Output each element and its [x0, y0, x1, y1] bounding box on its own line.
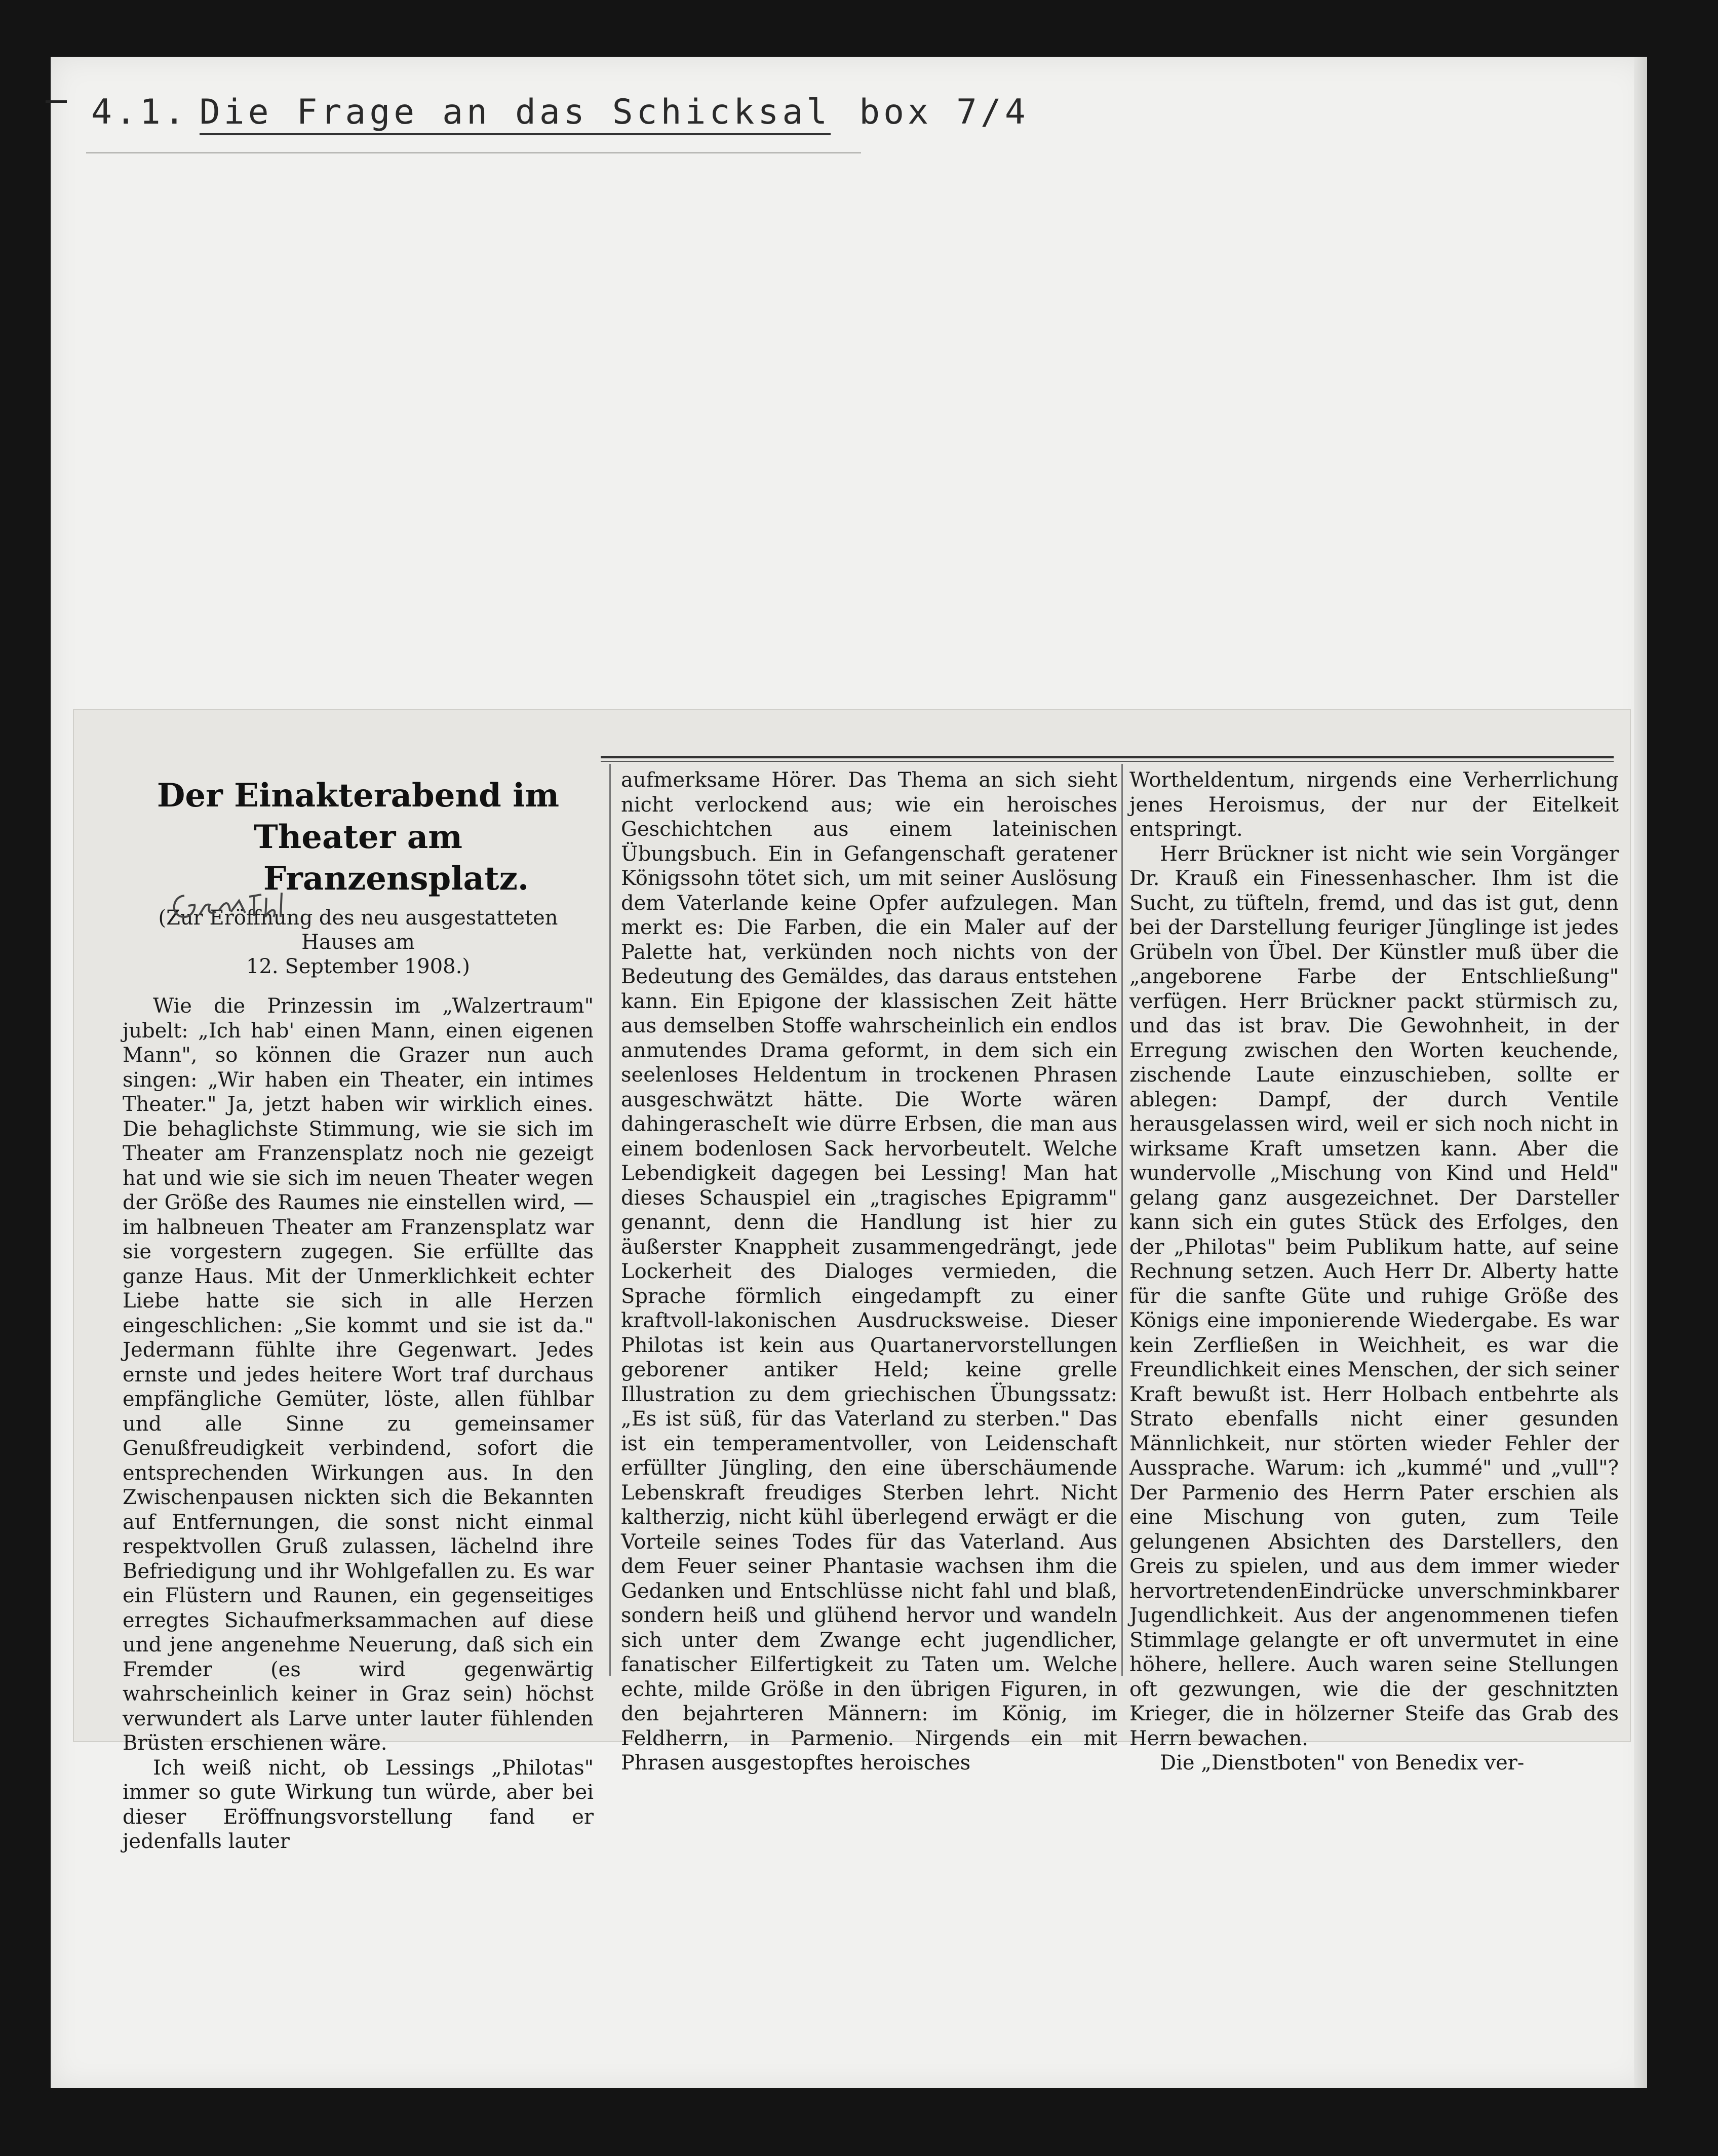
corner-mark [46, 100, 67, 103]
paragraph: Wie die Prinzessin im „Walzertraum" jubelt: „Ich hab' einen Mann, einen eigenen Mann", so können die Grazer nun auch singen: „Wir haben ein Theater, ein intimes Theater." Ja, jetzt haben wir wirklich eines. Die behaglichste Stimmung, wie sie sich im Theater am Franzensplatz noch nie gezeigt hat und wie sie sich im neuen Theater wegen der Größe des Raumes nie einstellen wird, — im halbneuen Theater am Franzensplatz war sie vorgestern zugegen. Sie erfüllte das ganze Haus. Mit der Unmerklichkeit echter Liebe hatte sie sich in alle Herzen eingeschlichen: „Sie kommt und sie ist da." Jedermann fühlte ihre Gegenwart. Jedes ernste und jedes heitere Wort traf durchaus empfängliche Gemüter, löste, allen fühlbar und alle Sinne zu gemeinsamer Genußfreudigkeit verbindend, sofort die entsprechenden Wirkungen aus. In den Zwischenpausen nickten sich die Bekannten auf Entfernungen, die sonst nicht einmal respektvollen Gruß zulassen, lächelnd ihre Befriedigung und ihr Wohlgefallen zu. Es war ein Flüstern und Raunen, ein gegenseitiges erregtes Sichaufmerksammachen auf diese und jene angenehme Neuerung, daß sich ein Fremder (es wird gegenwärtig wahrscheinlich keiner in Graz sein) höchst verwundert als Larve unter lauter fühlenden Brüsten erschienen wäre. [123, 994, 594, 1755]
headline-line-2: Franzensplatz. [263, 860, 529, 898]
headline-line-1: Der Einakterabend im Theater am [157, 777, 560, 856]
handwritten-note [169, 885, 291, 931]
paragraph: Herr Brückner ist nicht wie sein Vorgänger Dr. Krauß ein Finessenhascher. Ihm ist die Sucht, zu tüfteln, fremd, und das ist gut, denn bei der Darstellung feuriger Jünglinge ist jedes Grübeln von Übel. Der Künstler muß über die „angeborene Farbe der Entschließung" verfügen. Herr Brückner packt stürmisch zu, und das ist brav. Die Gewohnheit, in der Erregung zwischen den Worten keuchende, zischende Laute einzuschieben, sollte er ablegen: Dampf, der durch Ventile herausgelassen wird, weil er sich noch nicht in wirksame Kraft umsetzen kann. Aber die wundervolle „Mischung von Kind und Held" gelang ganz ausgezeichnet. Der Darsteller kann sich ein gutes Stück des Erfolges, den der „Philotas" beim Publikum hatte, auf seine Rechnung setzen. Auch Herr Dr. Alberty hatte für die sanfte Güte und ruhige Größe des Königs eine imponierende Wiedergabe. Es war kein Zerfließen in Weichheit, es war die Freundlichkeit eines Menschen, der sich seiner Kraft bewußt ist. Herr Holbach entbehrte als Strato ebenfalls nicht einer gesunden Männlichkeit, nur störten wieder Fehler der Aussprache. Warum: ich „kummé" und „vull"? Der Parmenio des Herrn Pater erschien als eine Mischung von guten, zum Teile gelungenen Absichten des Darstellers, den Greis zu spielen, und aus dem immer wieder hervortretendenEindrücke unverschminkbarer Jugendlichkeit. Aus der angenommenen tiefen Stimmlage gelangte er oft unvermutet in eine höhere, hellere. Auch waren seine Stellungen oft gezwungen, wie die der geschnitzten Krieger, die in hölzerner Steife das Grab des Herrn bewachen. [1129, 842, 1619, 1750]
paragraph: aufmerksame Hörer. Das Thema an sich sieht nicht verlockend aus; wie ein heroisches Geschichtchen aus einem lateinischen Übungsbuch. Ein in Gefangenschaft geratener Königssohn tötet sich, um mit seiner Auslösung dem Vaterlande keine Opfer aufzulegen. Man merkt es: Die Farben, die ein Maler auf der Palette hat, verkünden noch nichts von der Bedeutung des Gemäldes, das daraus entstehen kann. Ein Epigone der klassischen Zeit hätte aus demselben Stoffe wahrscheinlich ein endlos anmutendes Drama geformt, in dem sich ein seelenloses Heldentum in trockenen Phrasen ausgeschwätzt hätte. Die Worte wären dahingerascheIt wie dürre Erbsen, die man aus einem bodenlosen Sack hervorbeutelt. Welche Lebendigkeit dagegen bei Lessing! Man hat dieses Schauspiel ein „tragisches Epigramm" genannt, denn die Handlung ist hier zu äußerster Knappheit zusammengedrängt, jede Lockerheit des Dialoges vermieden, die Sprache förmlich eingedampft zu einer kraftvoll-lakonischen Ausdrucksweise. Dieser Philotas ist kein aus Quartanervorstellungen geborener antiker Held; keine grelle Illustration zu dem griechischen Übungssatz: „Es ist süß, für das Vaterland zu sterben." Das ist ein temperamentvoller, von Leidenschaft erfüllter Jüngling, den eine überschäumende Lebenskraft freudiges Sterben lehrt. Nicht kaltherzig, nicht kühl überlegend erwägt er die Vorteile seines Todes für das Vaterland. Aus dem Feuer seiner Phantasie wachsen ihm die Gedanken und Entschlüsse nicht fahl und blaß, sondern heiß und glühend hervor und wandeln sich unter dem Zwange echt jugendlicher, fanatischer Eilfertigkeit zu Taten um. Welche echte, milde Größe in den übrigen Figuren, in den bejahrteren Männern: im König, im Feldherrn, in Parmenio. Nirgends ein mit Phrasen ausgestopftes heroisches [621, 768, 1117, 1775]
paragraph: Ich weiß nicht, ob Lessings „Philotas" immer so gute Wirkung tun würde, aber bei dieser Eröffnungsvorstellung fand er jedenfalls lauter [123, 1756, 594, 1853]
article-headline [123, 775, 594, 900]
paragraph: Wortheldentum, nirgends eine Verherrlichung jenes Heroismus, der nur der Eitelkeit entspringt. [1129, 768, 1619, 841]
column-rule [1121, 764, 1123, 1676]
article-column-1 [123, 768, 594, 1854]
header-rule [86, 152, 861, 153]
subtitle-line-1: (Zur Eröffnung des neu ausgestatteten Hauses am [158, 906, 558, 954]
newspaper-clipping [74, 710, 1630, 1853]
column-rule [609, 764, 611, 1676]
subtitle-line-2: 12. September 1908.) [246, 955, 470, 978]
sheet-edge [1634, 57, 1647, 2088]
article-column-3 [1129, 768, 1619, 1776]
header-title: Die Frage an das Schicksal [200, 92, 831, 135]
header-number: 4.1. [91, 92, 188, 132]
article-column-2 [621, 768, 1117, 1776]
paragraph: Die „Dienstboten" von Benedix ver- [1160, 1751, 1525, 1775]
clipping-top-rule [601, 756, 1614, 762]
archive-sheet [51, 57, 1647, 2088]
typed-header [91, 92, 1029, 135]
header-box: box 7/4 [859, 92, 1029, 132]
